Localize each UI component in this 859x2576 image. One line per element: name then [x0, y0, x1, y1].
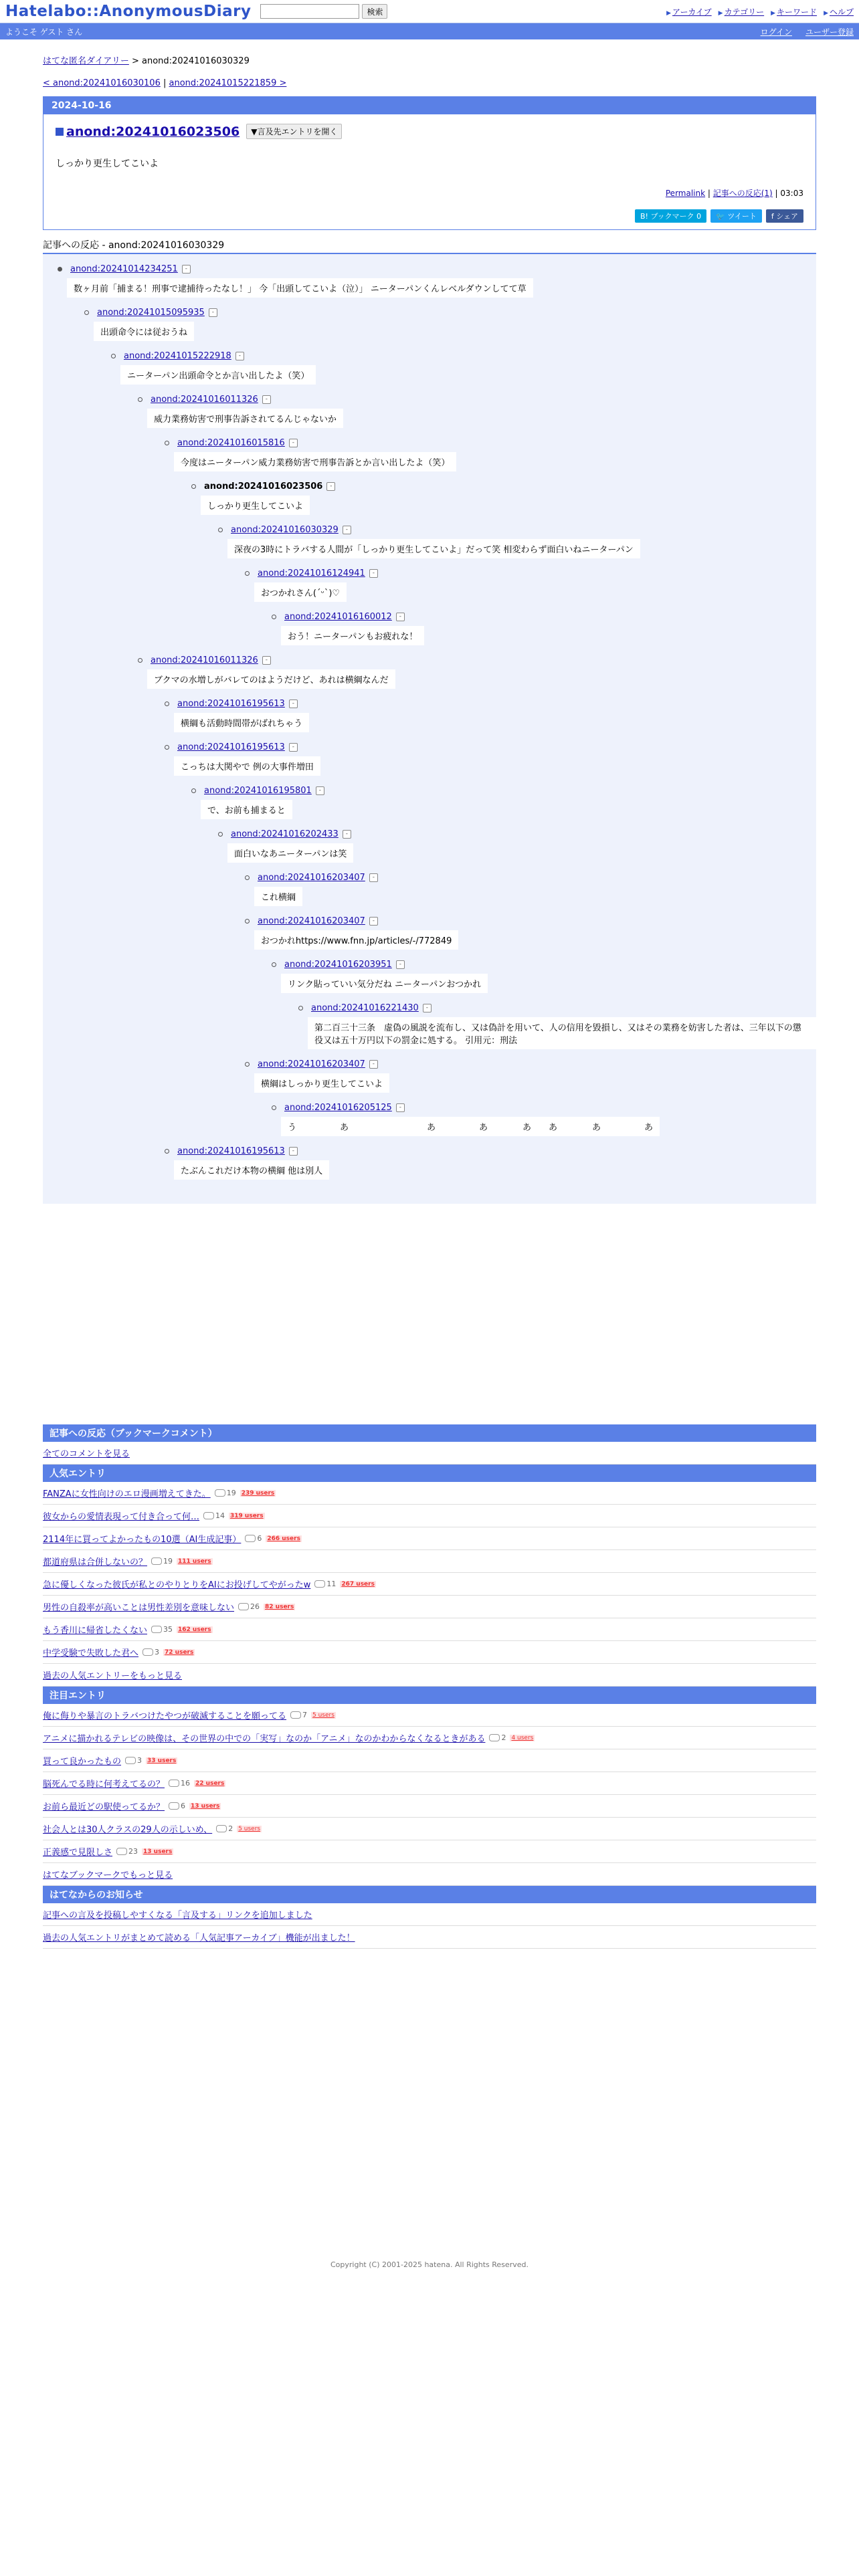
collapse-icon[interactable]: - — [369, 873, 378, 882]
comment-count — [151, 1557, 173, 1566]
bookmark-users-badge[interactable]: 13 users — [191, 1802, 220, 1810]
collapse-icon[interactable]: - — [369, 917, 378, 926]
breadcrumb-sep: > — [128, 56, 142, 66]
pager-sep: | — [160, 78, 169, 88]
bullet-icon — [138, 397, 142, 402]
comment-count — [489, 1733, 506, 1742]
comment-bubble-icon — [238, 1603, 249, 1610]
comment-count — [142, 1648, 159, 1656]
search-button[interactable]: 検索 — [362, 4, 387, 19]
comment-count-value: 26 — [250, 1602, 260, 1611]
comment-bubble-icon — [169, 1802, 179, 1810]
notice-row — [43, 1926, 816, 1949]
bullet-icon — [245, 875, 250, 880]
comment-count — [151, 1625, 173, 1634]
reaction-item — [191, 784, 816, 823]
reactions-link[interactable]: 記事への反応(1) — [712, 189, 773, 198]
reaction-text: しっかり更生してこいよ — [201, 496, 310, 515]
entry-list-link[interactable]: 正義感で見限しさ — [43, 1848, 113, 1858]
bookmark-users-badge[interactable]: 111 users — [178, 1558, 211, 1565]
entry-list-link[interactable]: 買って良かったもの — [43, 1757, 122, 1767]
bullet-icon — [165, 745, 169, 750]
reaction-link: anond:20241016023506 — [204, 481, 323, 492]
comment-count — [169, 1802, 185, 1810]
breadcrumb-current: anond:20241016030329 — [142, 56, 250, 66]
comment-count-value: 3 — [137, 1756, 142, 1765]
comment-count — [203, 1511, 225, 1520]
entry-head — [56, 124, 803, 139]
reaction-header — [245, 871, 816, 884]
entry-list-row — [43, 1795, 816, 1818]
bookmark-users-badge[interactable]: 82 users — [265, 1603, 294, 1610]
collapse-icon[interactable]: - — [316, 786, 324, 795]
reaction-header — [218, 523, 816, 536]
reaction-header — [165, 740, 816, 754]
comment-count-value: 16 — [181, 1779, 191, 1788]
comment-bubble-icon — [245, 1535, 256, 1542]
bookmark-users-badge[interactable]: 4 users — [511, 1734, 534, 1741]
reaction-link[interactable]: anond:20241015222918 — [124, 350, 231, 361]
collapse-icon[interactable]: - — [289, 700, 298, 708]
reaction-item — [138, 653, 816, 693]
comment-count-value: 11 — [326, 1580, 337, 1588]
collapse-icon[interactable]: - — [262, 395, 271, 404]
permalink[interactable]: Permalink — [665, 189, 706, 198]
nav-archive[interactable]: アーカイブ — [672, 7, 712, 17]
collapse-icon[interactable]: - — [369, 569, 378, 578]
triangle-icon: ▶ — [824, 9, 828, 17]
entry — [43, 96, 816, 230]
bird-icon: 🐦 — [716, 212, 728, 221]
reaction-item — [218, 523, 816, 562]
comment-count — [314, 1580, 336, 1588]
entry-footer: Permalink | 記事への反応(1) | 03:03 — [665, 189, 803, 198]
bookmark-users-badge[interactable]: 33 users — [147, 1757, 177, 1764]
entry-list-link[interactable]: 中学受験で失敗した君へ — [43, 1648, 139, 1658]
reaction-header — [138, 393, 816, 406]
collapse-icon[interactable]: - — [262, 656, 271, 665]
comment-count-value: 14 — [215, 1511, 225, 1520]
triangle-icon: ▶ — [666, 9, 671, 17]
reaction-tree — [43, 254, 816, 1204]
facebook-share-button[interactable] — [766, 209, 803, 223]
entry-list-row — [43, 1749, 816, 1772]
collapse-icon[interactable]: - — [396, 1103, 405, 1112]
collapse-icon[interactable]: - — [396, 613, 405, 621]
reaction-text: 数ヶ月前「捕まる！刑事で逮捕待ったなし！」 今「出頭してこいよ（泣）」 ニーターパンくんレベルダウンしてて草 — [67, 278, 533, 298]
user-bar — [0, 23, 859, 39]
entry-list-row — [43, 1818, 816, 1840]
collapse-icon[interactable]: - — [423, 1004, 432, 1012]
reaction-header — [165, 697, 816, 710]
ad-space — [43, 1204, 816, 1424]
reaction-text: 威力業務妨害で刑事告訴されてるんじゃないか — [147, 409, 343, 428]
comment-count-value: 23 — [128, 1847, 138, 1856]
bullet-icon — [272, 615, 276, 619]
reaction-text: こっちは大関やで 例の大事件増田 — [174, 756, 320, 776]
register-link[interactable]: ユーザー登録 — [805, 27, 854, 37]
reaction-link[interactable]: anond:20241016202433 — [231, 829, 339, 839]
entry-list-row — [43, 1772, 816, 1795]
entry-list-link[interactable]: 男性の自殺率が高いことは男性差別を意味しない — [43, 1603, 235, 1613]
reaction-item — [165, 697, 816, 736]
pager — [43, 78, 816, 88]
reaction-header — [191, 479, 816, 493]
bullet-icon — [138, 658, 142, 663]
reaction-link[interactable]: anond:20241016205125 — [284, 1102, 392, 1113]
reaction-item — [111, 349, 816, 389]
square-icon — [56, 128, 64, 136]
reaction-link[interactable]: anond:20241016030329 — [231, 524, 339, 535]
collapse-icon[interactable]: - — [182, 265, 191, 274]
reaction-link[interactable]: anond:20241016221430 — [311, 1002, 419, 1013]
reaction-text: おう！ニーターパンもお疲れな！ — [281, 626, 424, 645]
comment-count-value: 2 — [501, 1733, 506, 1742]
welcome-text: ようこそ ゲスト さん — [5, 27, 83, 37]
hot-header: 注目エントリ — [43, 1687, 816, 1704]
bullet-icon — [218, 832, 223, 837]
comment-count-value: 19 — [163, 1557, 173, 1566]
comment-count — [125, 1756, 142, 1765]
reactions-title-id: anond:20241016030329 — [108, 240, 225, 251]
entry-list-link[interactable]: 社会人とは30人クラスの29人の示しいめ、 — [43, 1825, 213, 1835]
comment-count — [215, 1489, 236, 1497]
hot-more-row — [43, 1863, 816, 1886]
breadcrumb-root[interactable]: はてな匿名ダイアリー — [43, 56, 129, 66]
footer-copyright: Copyright (C) 2001-2025 hatena. All Rights Reserved. — [330, 2260, 529, 2269]
comment-bubble-icon — [151, 1558, 162, 1565]
entry-list-row — [43, 1840, 816, 1863]
bookmark-users-badge[interactable]: 319 users — [230, 1512, 264, 1519]
bookmark-users-badge[interactable]: 162 users — [178, 1626, 211, 1633]
entry-list-row — [43, 1618, 816, 1641]
collapse-icon[interactable]: - — [343, 526, 351, 534]
nav-category[interactable]: カテゴリー — [724, 7, 765, 17]
share-row — [56, 209, 803, 223]
popular-header: 人気エントリ — [43, 1465, 816, 1482]
reaction-item — [84, 306, 816, 345]
entry-list-link[interactable]: 俺に侮りや暴言のトラバつけたやつが破滅することを願ってる — [43, 1711, 287, 1721]
triangle-icon: ▶ — [771, 9, 776, 17]
entry-title-wrap — [56, 124, 240, 139]
all-comments-row — [43, 1442, 816, 1465]
entry-list-row — [43, 1505, 816, 1527]
hot-list — [43, 1704, 816, 1863]
reaction-link[interactable]: anond:20241014234251 — [70, 263, 178, 274]
comment-count-value: 2 — [228, 1824, 233, 1833]
hot-more-link[interactable]: はてなブックマークでもっと見る — [43, 1870, 173, 1881]
facebook-label: シェア — [776, 212, 798, 221]
bullet-icon — [298, 1006, 303, 1010]
bullet-icon — [84, 310, 89, 315]
comment-count — [216, 1824, 233, 1833]
bullet-icon — [58, 267, 62, 272]
reaction-text: 深夜の3時にトラバする人間が「しっかり更生してこいよ」だって笑 相変わらず面白いねニーターパン — [227, 539, 640, 558]
bullet-icon — [191, 484, 196, 489]
entry-date: 2024-10-16 — [43, 97, 816, 114]
search-area — [260, 4, 387, 19]
reaction-item — [218, 827, 816, 867]
comment-count — [238, 1602, 260, 1611]
reaction-header — [298, 1001, 816, 1014]
entry-text: しっかり更生してこいよ — [56, 158, 159, 169]
reaction-header — [58, 262, 816, 276]
nav-keyword[interactable]: キーワード — [777, 7, 818, 17]
notice-row — [43, 1903, 816, 1926]
bookmark-users-badge[interactable]: 239 users — [241, 1489, 275, 1497]
reaction-link[interactable]: anond:20241016203407 — [258, 1059, 365, 1069]
comment-count-value: 35 — [163, 1625, 173, 1634]
hatena-bookmark-button[interactable]: B! ブックマーク 0 — [635, 209, 706, 223]
reaction-text: う あ あ あ あ あ あ あ — [281, 1117, 660, 1136]
reaction-header — [165, 1144, 816, 1158]
bullet-icon — [191, 788, 196, 793]
reaction-item — [138, 393, 816, 432]
entry-list-row — [43, 1550, 816, 1573]
open-mention-button[interactable]: ▼言及先エントリを開く — [246, 124, 342, 139]
comment-count-value: 3 — [155, 1648, 160, 1656]
reaction-link[interactable]: anond:20241015095935 — [97, 307, 205, 318]
comment-bubble-icon — [489, 1734, 500, 1741]
bookmark-users-badge[interactable]: 267 users — [341, 1580, 375, 1588]
reaction-header — [218, 827, 816, 841]
entry-list-row — [43, 1527, 816, 1550]
entry-list-link[interactable]: 急に優しくなった彼氏が私とのやりとりをAIにお投げしてやがったw — [43, 1580, 311, 1590]
site-logo[interactable]: Hatelabo::AnonymousDiary — [5, 3, 252, 20]
reaction-item — [245, 1057, 816, 1097]
reaction-text: おつかれhttps://www.fnn.jp/articles/-/772849 — [254, 930, 458, 950]
entry-list-link[interactable]: 2114年に買ってよかったもの10選（AI生成記事） — [43, 1535, 242, 1545]
reaction-link[interactable]: anond:20241016203407 — [258, 916, 365, 926]
main-content — [43, 53, 816, 1949]
search-input[interactable] — [260, 4, 359, 19]
reaction-text: 横綱も活動時間帯がばれちゃう — [174, 713, 309, 732]
reaction-header — [138, 653, 816, 667]
reaction-item — [165, 740, 816, 780]
collapse-icon[interactable]: - — [326, 482, 335, 491]
entry-time: 03:03 — [780, 189, 803, 198]
reaction-header — [272, 1101, 816, 1114]
reaction-text: 出頭命令には従おうね — [94, 322, 194, 341]
bookmark-users-badge[interactable]: 5 users — [238, 1825, 261, 1832]
reaction-text: で、お前も捕まると — [201, 800, 292, 819]
reaction-link[interactable]: anond:20241016160012 — [284, 611, 392, 622]
entry-list-link[interactable]: お前ら最近どの駅使ってるか？ — [43, 1802, 165, 1812]
reaction-header — [165, 436, 816, 449]
top-nav — [666, 6, 854, 17]
comment-count — [116, 1847, 138, 1856]
reaction-link[interactable]: anond:20241016195613 — [177, 1146, 285, 1156]
reaction-item — [245, 914, 816, 954]
reaction-item — [191, 479, 816, 519]
reaction-header — [84, 306, 816, 319]
reaction-text: 面白いなあニーターパンは笑 — [227, 843, 353, 863]
reaction-header — [272, 610, 816, 623]
bullet-icon — [165, 1149, 169, 1154]
collapse-icon[interactable]: - — [396, 960, 405, 969]
entry-list-row — [43, 1704, 816, 1727]
reaction-text: ニーターパン出頭命令とか言い出したよ（笑） — [120, 365, 316, 385]
reaction-text: 第二百三十三条 虚偽の風説を流布し、又は偽計を用いて、人の信用を毀損し、又はその業務を妨害した者は、三年以下の懲役又は五十万円以下の罰金に処する。 引用元：刑法 — [308, 1017, 816, 1049]
bullet-icon — [245, 1062, 250, 1067]
popular-more-row — [43, 1664, 816, 1687]
reaction-item — [165, 436, 816, 475]
login-link[interactable]: ログイン — [760, 27, 792, 37]
next-entry-link[interactable]: anond:20241015221859 > — [169, 78, 287, 88]
nav-help[interactable]: ヘルプ — [829, 7, 854, 17]
reaction-link[interactable]: anond:20241016195613 — [177, 698, 285, 709]
reaction-header — [245, 1057, 816, 1071]
bullet-icon — [245, 919, 250, 924]
entry-title[interactable]: anond:20241016023506 — [66, 124, 240, 139]
reaction-link[interactable]: anond:20241016015816 — [177, 437, 285, 448]
reaction-text: 横綱はしっかり更生してこいよ — [254, 1073, 389, 1093]
comment-bubble-icon — [142, 1648, 153, 1656]
comment-count — [169, 1779, 190, 1788]
reaction-link[interactable]: anond:20241016203951 — [284, 959, 392, 970]
comment-count-value: 7 — [302, 1711, 308, 1719]
bullet-icon — [111, 354, 116, 358]
notice-link[interactable]: 過去の人気エントリがまとめて読める「人気記事アーカイブ」機能が出ました！ — [43, 1933, 355, 1943]
reaction-header — [245, 566, 816, 580]
reaction-item — [245, 871, 816, 910]
reaction-text: リンク貼っていい気分だね ニーターパンおつかれ — [281, 974, 488, 993]
comment-bubble-icon — [314, 1580, 325, 1588]
bookmark-users-badge[interactable]: 72 users — [165, 1648, 194, 1656]
bullet-icon — [245, 571, 250, 576]
bookmark-users-badge[interactable]: 13 users — [143, 1848, 173, 1855]
reaction-text: ブクマの水増しがバレてのはようだけど、あれは横綱なんだ — [147, 669, 395, 689]
comment-count-value: 19 — [226, 1489, 236, 1497]
bookmark-users-badge[interactable]: 22 users — [195, 1780, 225, 1787]
bullet-icon — [272, 962, 276, 967]
reaction-link[interactable]: anond:20241016011326 — [151, 655, 258, 665]
comment-bubble-icon — [116, 1848, 127, 1855]
collapse-icon[interactable]: - — [289, 743, 298, 752]
reaction-text: これ横綱 — [254, 887, 302, 906]
facebook-icon: f — [771, 212, 777, 221]
reaction-item — [165, 1144, 816, 1184]
reaction-text: 今度はニーターパン威力業務妨害で刑事告訴とか言い出したよ（笑） — [174, 452, 456, 471]
notice-header: はてなからのお知らせ — [43, 1886, 816, 1903]
comment-count-value: 6 — [257, 1534, 262, 1543]
entry-list-link[interactable]: アニメに描かれるテレビの映像は、その世界の中での「実写」なのか「アニメ」なのかわからなくなるときがある — [43, 1734, 486, 1744]
bullet-icon — [165, 441, 169, 445]
collapse-icon[interactable]: - — [209, 308, 217, 317]
comment-bubble-icon — [215, 1489, 225, 1497]
bullet-icon — [272, 1105, 276, 1110]
comment-bubble-icon — [290, 1711, 301, 1719]
collapse-icon[interactable]: - — [289, 439, 298, 447]
reaction-item — [272, 958, 816, 997]
reaction-item — [58, 262, 816, 302]
popular-more-link[interactable]: 過去の人気エントリーをもっと見る — [43, 1671, 183, 1681]
entry-list-row — [43, 1482, 816, 1505]
reaction-text: おつかれさん(ˊᵕˋ)♡ — [254, 582, 347, 602]
entry-list-row — [43, 1641, 816, 1664]
entry-list-row — [43, 1573, 816, 1596]
collapse-icon[interactable]: - — [343, 830, 351, 839]
entry-list-row — [43, 1596, 816, 1618]
bullet-icon — [165, 702, 169, 706]
reaction-header — [191, 784, 816, 797]
entry-body — [43, 114, 816, 229]
reaction-link[interactable]: anond:20241016203407 — [258, 872, 365, 883]
collapse-icon[interactable]: - — [235, 352, 244, 360]
triangle-icon: ▶ — [718, 9, 723, 17]
reaction-item — [245, 566, 816, 606]
reaction-link[interactable]: anond:20241016124941 — [258, 568, 365, 578]
reaction-item — [272, 610, 816, 649]
comment-count — [245, 1534, 262, 1543]
entry-list-link[interactable]: FANZAに女性向けのエロ漫画増えてきた。 — [43, 1489, 211, 1499]
reaction-header — [245, 914, 816, 928]
comment-bubble-icon — [151, 1626, 162, 1633]
reaction-item — [272, 1101, 816, 1140]
bookmark-users-badge[interactable]: 266 users — [267, 1535, 300, 1542]
notice-link[interactable]: 記事への言及を投稿しやすくなる「言及する」リンクを追加しました — [43, 1911, 312, 1921]
collapse-icon[interactable]: - — [289, 1147, 298, 1156]
comment-bubble-icon — [216, 1825, 227, 1832]
comment-bubble-icon — [169, 1780, 179, 1787]
reaction-text: たぶんこれだけ本物の横綱 他は別人 — [174, 1160, 329, 1180]
entry-list-row — [43, 1727, 816, 1749]
comment-count-value: 6 — [181, 1802, 186, 1810]
comment-bubble-icon — [125, 1757, 136, 1764]
collapse-icon[interactable]: - — [369, 1060, 378, 1069]
prev-entry-link[interactable]: < anond:20241016030106 — [43, 78, 161, 88]
entry-list-link[interactable]: 彼女からの愛情表現って付き合って何… — [43, 1512, 200, 1522]
reactions-title-label: 記事への反応 - — [43, 240, 108, 251]
bookmark-comments-header: 記事への反応（ブックマークコメント） — [43, 1424, 816, 1442]
reaction-item — [298, 1001, 816, 1053]
reaction-header — [111, 349, 816, 362]
reaction-link[interactable]: anond:20241016195613 — [177, 742, 285, 752]
all-comments-link[interactable]: 全てのコメントを見る — [43, 1449, 130, 1459]
bullet-icon — [218, 528, 223, 532]
reactions-title — [43, 238, 816, 254]
entry-list-link[interactable]: 脳死んでる時に何考えてるの？ — [43, 1780, 165, 1790]
tweet-label: ツイート — [727, 212, 757, 221]
comment-count — [290, 1711, 307, 1719]
popular-list — [43, 1482, 816, 1664]
breadcrumb — [43, 53, 816, 66]
top-bar — [0, 0, 859, 23]
reaction-link[interactable]: anond:20241016195801 — [204, 785, 312, 796]
reaction-header — [272, 958, 816, 971]
comment-bubble-icon — [203, 1512, 214, 1519]
bookmark-users-badge[interactable]: 5 users — [312, 1711, 335, 1719]
tweet-button[interactable] — [710, 209, 762, 223]
reaction-link[interactable]: anond:20241016011326 — [151, 394, 258, 405]
entry-list-link[interactable]: 都道府県は合併しないの？ — [43, 1558, 148, 1568]
entry-list-link[interactable]: もう香川に帰省したくない — [43, 1626, 148, 1636]
